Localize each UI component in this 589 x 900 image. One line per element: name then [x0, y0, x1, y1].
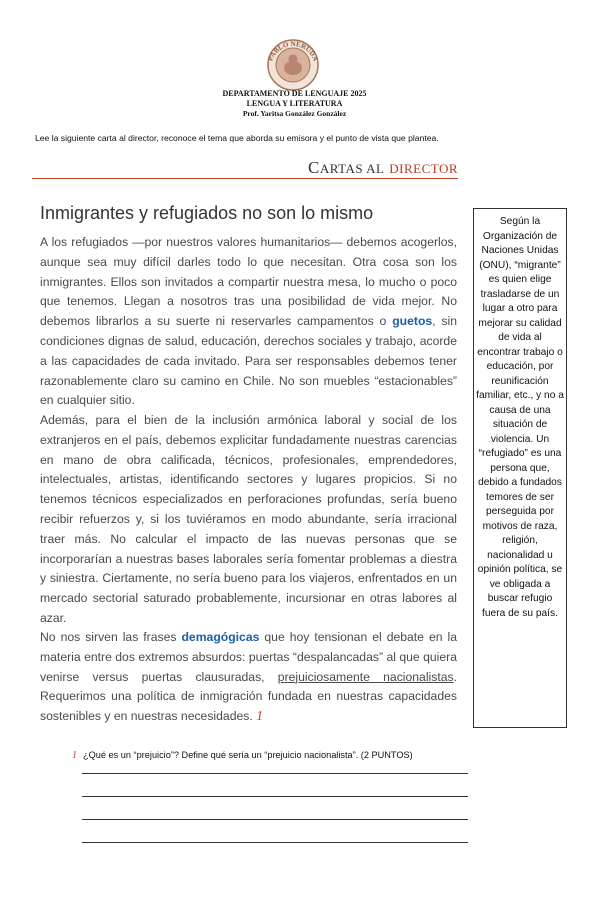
article-paragraph-2: Además, para el bien de la inclusión armónica laboral y social de los extranjeros en el país, debemos explicitar fundadamente nuestras carencias en mano de obra calificada, técnicos, profesionales, emprendedores, intelectuales, artistas, identificando sectores y lugares propicios. Si no tenemos técnicos especializados en perforaciones profundas, sería bueno recibir refuerzos y, si los tuviéramos en modo abundante, sería irracional traer más. No calcular el impacto de las nuevas personas que se incorporarían a nuestras bases laborales sería fomentar problemas a diestra y siniestra. Ciertamente, no sería bueno para los viajeros, enfrentados en un mercado sectorial saturado probablemente, incursionar en otras labores al azar. — [40, 413, 457, 625]
answer-line-3[interactable] — [82, 819, 468, 820]
keyword-guetos: guetos — [392, 314, 433, 329]
section-title-smallcaps: ARTAS AL — [319, 161, 385, 176]
p1-text-b: , sin condiciones dignas de salud, educación, derechos sociales y trabajo, acorde a las capacidades de cada invitado. Para ser responsables debemos tener razonablemente claro su camino en Chile. No son muebles “estacionables” en cualquier sitio. — [40, 314, 458, 408]
section-header — [32, 157, 458, 181]
question-text: ¿Qué es un “prejuicio”? Define qué sería un “prejuicio nacionalista”. (2 PUNTOS) — [83, 750, 413, 760]
keyword-demagogicas: demagógicas — [181, 630, 260, 644]
annotation-mark: 1 — [256, 709, 264, 725]
instruction-text: Lee la siguiente carta al director, reconoce el tema que aborda su emisora y el punto de vista que plantea. — [35, 133, 439, 143]
section-title-accent: DIRECTOR — [389, 161, 458, 176]
section-divider — [32, 178, 458, 179]
subject-title: LENGUA Y LITERATURA — [246, 99, 343, 108]
school-seal-logo — [262, 38, 324, 92]
section-title-cap: C — [307, 158, 320, 177]
answer-line-2[interactable] — [82, 796, 468, 797]
article-paragraph-1 — [40, 233, 457, 411]
seal-lettering: PABLO NERUDA — [266, 39, 320, 63]
section-title — [308, 158, 458, 178]
answer-line-4[interactable] — [82, 842, 468, 843]
definition-sidebar-box — [473, 208, 567, 728]
p3-text-b: que hoy tensionan el debate en la materia entre dos extremos absurdos: puertas “despalancadas” al que quiera venirse versus puertas clausuradas, — [40, 630, 457, 684]
question-prompt — [72, 750, 413, 761]
department-title: DEPARTAMENTO DE LENGUAJE 2025 — [222, 89, 367, 98]
p1-text-a: A los refugiados —por nuestros valores humanitarios— debemos acogerlos, aunque sea muy difícil darles todo lo que necesitan. Otra cosa son los inmigrantes. Ellos son invitados a compartir nuestra mesa, lo mucho o poco que tenemos. Llegan a nosotros tras una posibilidad de vida mejor. No debemos librarlos a su suerte ni reservarles campamentos o — [40, 235, 457, 329]
p3-text-a: No nos sirven las frases — [40, 630, 177, 644]
answer-line-1[interactable] — [82, 773, 468, 774]
sidebar-definition-text: Según la Organización de Naciones Unidas (ONU), “migrante” es quien elige trasladarse de un lugar a otro para mejorar su calidad de vida al encontrar trabajo o educación, por reunificación familiar, etc., y no a causa de una situación de violencia. Un “refugiado” es una persona que, debido a fundados temores de ser perseguida por motivos de raza, religión, nacionalidad u opinión política, se ve obligada a buscar refugio fuera de su país. — [476, 216, 564, 619]
question-mark-icon: 1 — [72, 750, 77, 761]
p3-text-c: . Requerimos una política de inmigración fundada en nuestras capacidades sostenibles y en nuestras necesidades. — [40, 669, 457, 724]
underlined-phrase: prejuiciosamente nacionalistas — [277, 669, 454, 684]
teacher-name: Prof. Yaritsa González González — [242, 109, 347, 118]
article-title: Inmigrantes y refugiados no son lo mismo — [40, 203, 374, 223]
article-paragraph-3 — [40, 628, 457, 727]
